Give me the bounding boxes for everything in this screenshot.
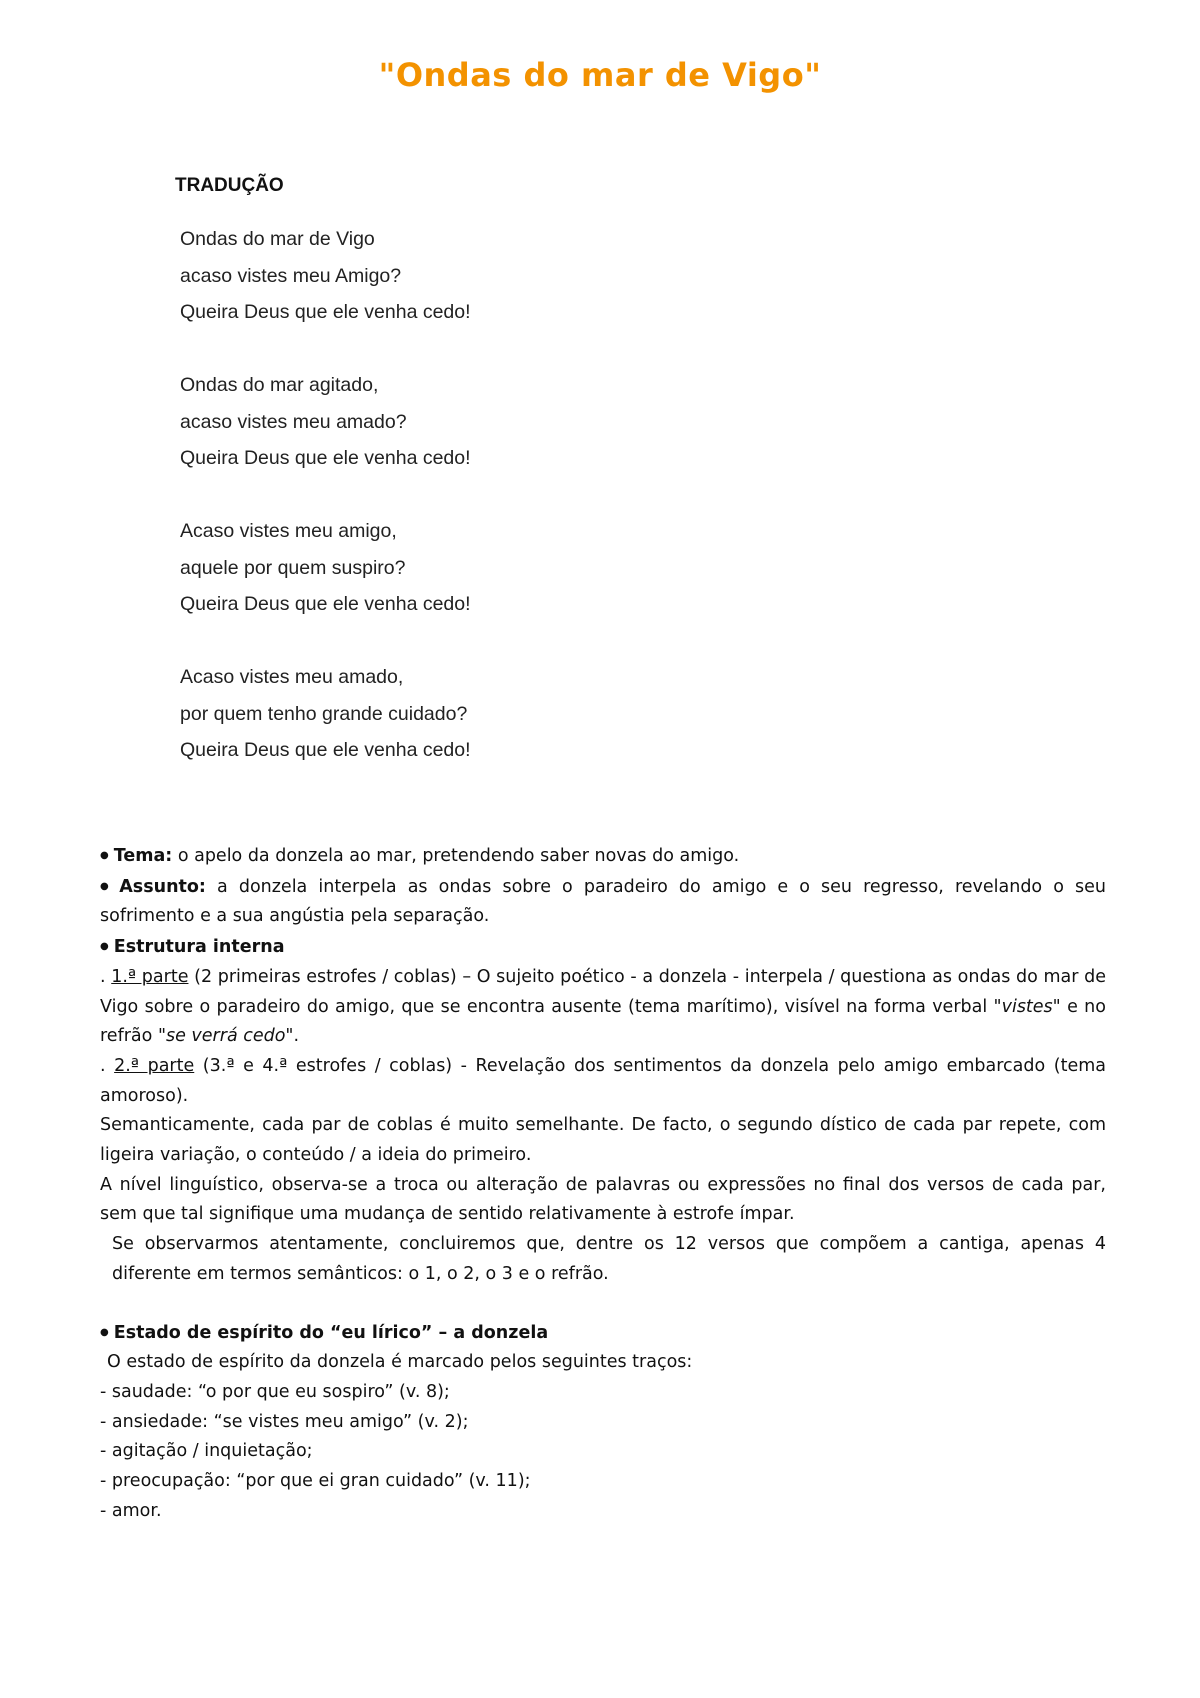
- poem: [180, 225, 471, 809]
- estado-label: Estado de espírito do “eu lírico” – a donzela: [113, 1322, 549, 1343]
- parte2-text: (3.ª e 4.ª estrofes / coblas) - Revelação dos sentimentos da donzela pelo amigo embarcado (tema amoroso).: [100, 1055, 1106, 1106]
- parte1-text-c: .: [293, 1026, 300, 1047]
- poem-line: Queira Deus que ele venha cedo!: [180, 447, 471, 469]
- parte1-quote-vistes: "vistes": [993, 996, 1061, 1017]
- assunto-text: a donzela interpela as ondas sobre o paradeiro do amigo e o seu regresso, revelando o seu sofrimento e a sua angústia pela separação.: [100, 876, 1106, 927]
- stanza-4: [180, 663, 471, 773]
- analysis-section: [100, 841, 1106, 1526]
- poem-line: Queira Deus que ele venha cedo!: [180, 593, 471, 615]
- document-title: "Ondas do mar de Vigo": [378, 56, 822, 94]
- tema-label: Tema:: [113, 846, 173, 866]
- parte1-label: 1.ª parte: [111, 966, 189, 987]
- semantic-paragraph: Semanticamente, cada par de coblas é muito semelhante. De facto, o segundo dístico de cada par repete, com ligeira variação, o conteúdo / a ideia do primeiro.: [100, 1115, 1106, 1166]
- traco-item: - ansiedade: “se vistes meu amigo” (v. 2);: [100, 1411, 469, 1432]
- parte2-prefix: .: [100, 1055, 115, 1076]
- poem-line: Ondas do mar agitado,: [180, 374, 379, 396]
- parte2-label: 2.ª parte: [114, 1055, 195, 1076]
- stanza-1: [180, 225, 471, 335]
- linguistic-paragraph: A nível linguístico, observa-se a troca ou alteração de palavras ou expressões no final dos versos de cada par, sem que tal signifique uma mudança de sentido relativamente à estrofe ímpar.: [100, 1174, 1106, 1225]
- poem-line: Queira Deus que ele venha cedo!: [180, 739, 471, 761]
- estado-intro: O estado de espírito da donzela é marcado pelos seguintes traços:: [107, 1352, 693, 1373]
- estrutura-label: Estrutura interna: [113, 937, 285, 958]
- parte1-quote-refrao: "se verrá cedo": [157, 1026, 294, 1047]
- poem-line: acaso vistes meu amado?: [180, 410, 407, 433]
- parte1-paragraph: [100, 963, 1106, 1052]
- traco-item: - agitação / inquietação;: [100, 1441, 313, 1462]
- traco-item: - amor.: [100, 1500, 162, 1521]
- spacer: [100, 1290, 1106, 1318]
- poem-line: por quem tenho grande cuidado?: [180, 702, 468, 725]
- translation-heading: TRADUÇÃO: [175, 175, 284, 196]
- parte1-text-a: (2 primeiras estrofes / coblas) – O sujeito poético - a donzela - interpela / questiona as ondas do mar de Vigo sobre o paradeiro do amigo, que se encontra ausente (tema marítimo), visível na forma verbal: [100, 966, 1106, 1017]
- observe-paragraph: Se observarmos atentamente, concluiremos que, dentre os 12 versos que compõem a cantiga, apenas 4 diferente em termos semânticos: o 1, o 2, o 3 e o refrão.: [112, 1234, 1106, 1284]
- parte2-paragraph: [100, 1052, 1106, 1111]
- parte1-prefix: .: [100, 966, 112, 987]
- tema-paragraph: [100, 841, 1106, 872]
- traco-item: - saudade: “o por que eu sospiro” (v. 8);: [100, 1381, 450, 1402]
- stanza-3: [180, 517, 471, 627]
- tema-text: o apelo da donzela ao mar, pretendendo saber novas do amigo.: [172, 846, 740, 866]
- traco-item: - preocupação: “por que ei gran cuidado” (v. 11);: [100, 1471, 531, 1492]
- poem-line: Queira Deus que ele venha cedo!: [180, 301, 471, 323]
- parte1-text-b: e no refrão: [100, 996, 1106, 1047]
- stanza-2: [180, 371, 471, 481]
- estado-heading: [100, 1318, 1106, 1349]
- assunto-label: Assunto:: [119, 876, 206, 897]
- estrutura-heading: [100, 932, 1106, 963]
- assunto-paragraph: [100, 872, 1106, 932]
- poem-line: Acaso vistes meu amado,: [180, 666, 404, 688]
- poem-line: aquele por quem suspiro?: [180, 556, 406, 579]
- poem-line: Acaso vistes meu amigo,: [180, 520, 397, 542]
- poem-line: acaso vistes meu Amigo?: [180, 264, 402, 287]
- poem-line: Ondas do mar de Vigo: [180, 228, 375, 250]
